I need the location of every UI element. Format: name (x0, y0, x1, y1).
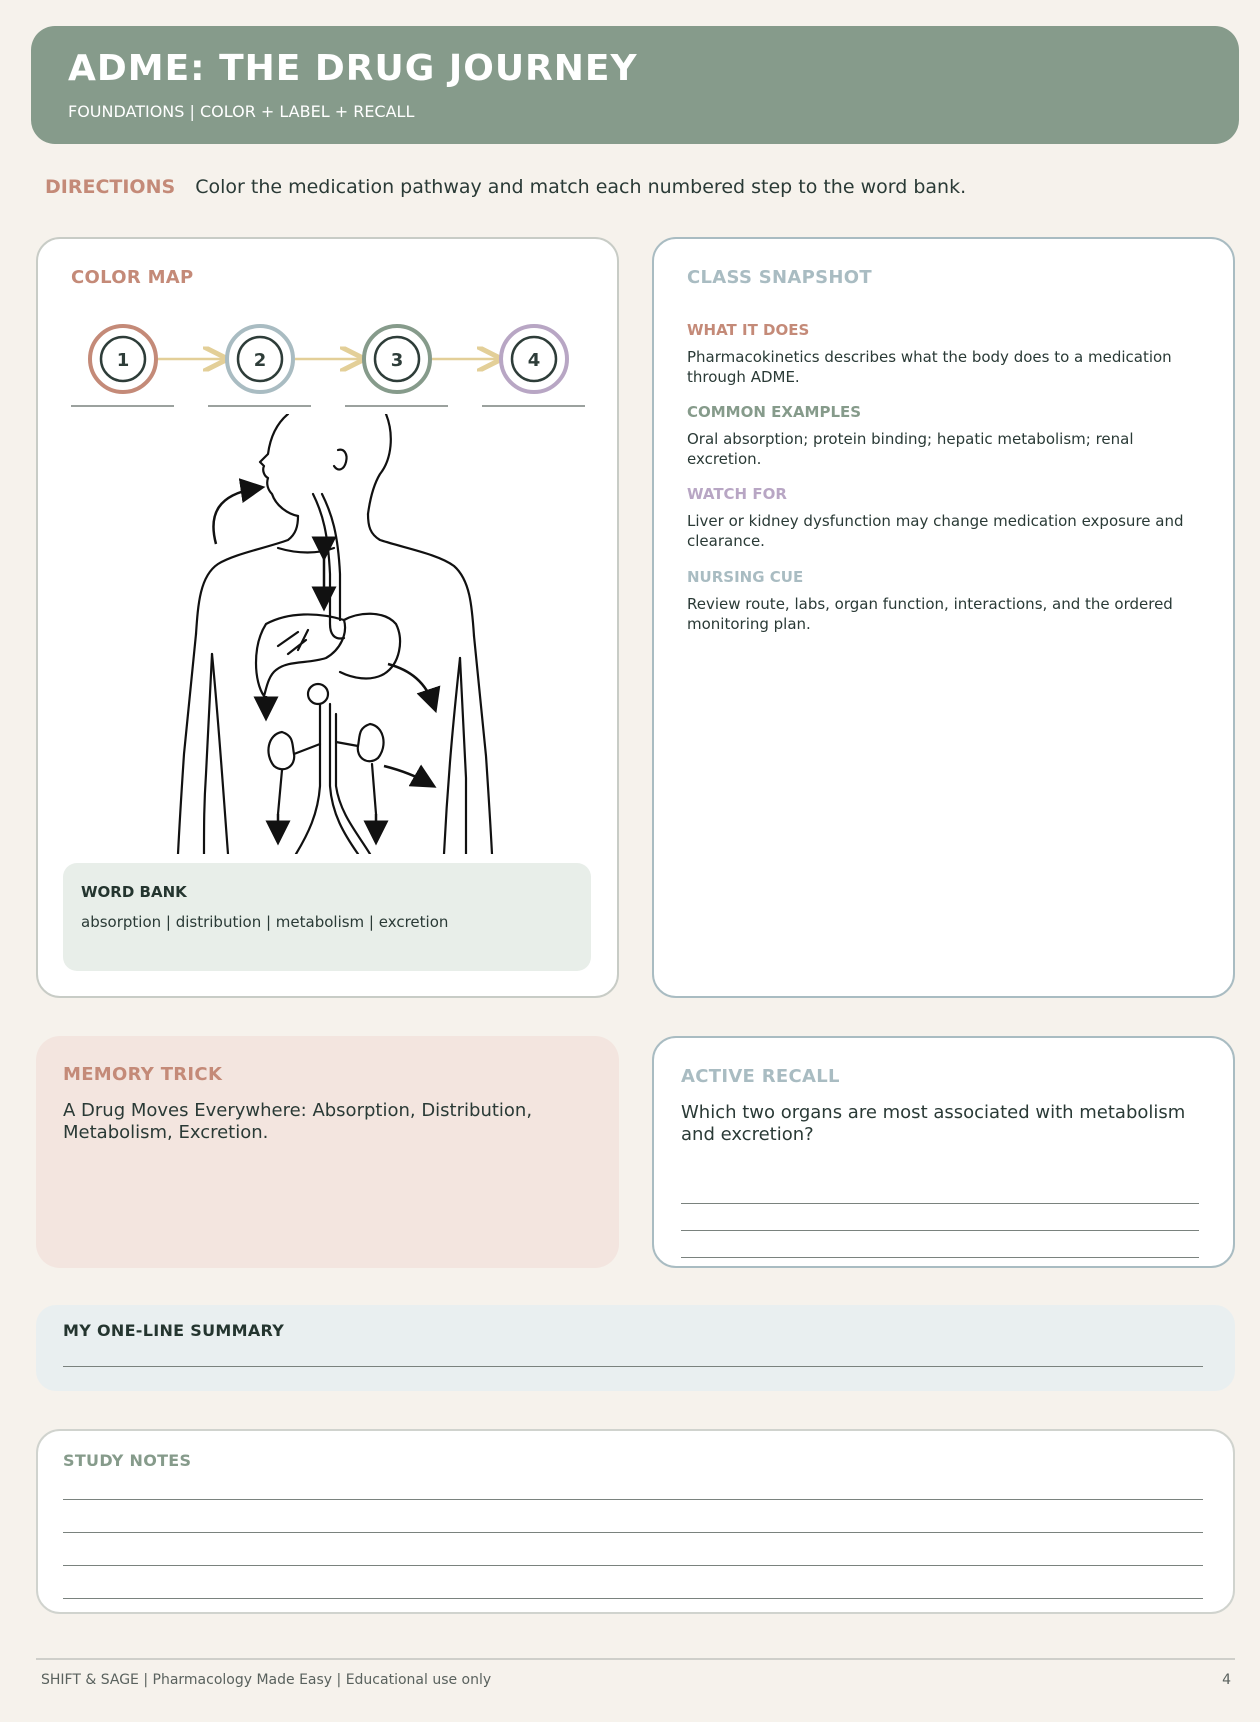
directions-text: Color the medication pathway and match each numbered step to the word bank. (195, 176, 967, 198)
active-recall-title: ACTIVE RECALL (681, 1066, 840, 1087)
page-title: ADME: THE DRUG JOURNEY (68, 48, 638, 89)
step-sequence (38, 239, 618, 419)
step-3-number: 3 (390, 350, 404, 371)
memory-trick-card (36, 1036, 619, 1268)
footer-divider (36, 1658, 1235, 1660)
nursing-cue-heading: NURSING CUE (687, 568, 804, 586)
notes-line[interactable] (63, 1598, 1203, 1599)
step-4-number: 4 (527, 350, 541, 371)
body-pathway-illustration (148, 414, 528, 854)
step-4-circle[interactable] (501, 326, 567, 392)
color-map-card (36, 237, 619, 998)
directions (45, 176, 966, 198)
study-notes-card (36, 1429, 1235, 1614)
notes-line[interactable] (63, 1565, 1203, 1566)
directions-label: DIRECTIONS (45, 176, 176, 198)
step-3-circle[interactable] (364, 326, 430, 392)
active-recall-question: Which two organs are most associated with metabolism and excretion? (681, 1102, 1186, 1145)
word-bank-terms: absorption | distribution | metabolism | excretion (81, 913, 449, 931)
page-subtitle: FOUNDATIONS | COLOR + LABEL + RECALL (68, 102, 415, 121)
nursing-cue-text: Review route, labs, organ function, interactions, and the ordered monitoring plan. (687, 595, 1173, 633)
summary-title: MY ONE-LINE SUMMARY (63, 1321, 285, 1340)
step-1-number: 1 (116, 350, 130, 371)
active-recall-card (652, 1036, 1235, 1268)
page-number: 4 (1222, 1672, 1231, 1688)
summary-line[interactable] (63, 1366, 1203, 1367)
class-snapshot-title: CLASS SNAPSHOT (687, 267, 872, 288)
notes-line[interactable] (63, 1532, 1203, 1533)
common-examples-text: Oral absorption; protein binding; hepatic metabolism; renal excretion. (687, 430, 1134, 468)
systemic-arrow (388, 664, 434, 706)
excretion-arrow (384, 766, 430, 784)
answer-line[interactable] (681, 1257, 1199, 1258)
watch-for-text: Liver or kidney dysfunction may change medication exposure and clearance. (687, 512, 1184, 550)
watch-for-heading: WATCH FOR (687, 485, 787, 503)
answer-line[interactable] (681, 1203, 1199, 1204)
memory-trick-title: MEMORY TRICK (63, 1064, 223, 1085)
step-2-number: 2 (253, 350, 267, 371)
study-notes-title: STUDY NOTES (63, 1451, 192, 1470)
class-snapshot-card (652, 237, 1235, 998)
what-it-does-text: Pharmacokinetics describes what the body does to a medication through ADME. (687, 348, 1172, 386)
step-1-circle[interactable] (90, 326, 156, 392)
notes-line[interactable] (63, 1499, 1203, 1500)
page-header (31, 26, 1239, 144)
common-examples-heading: COMMON EXAMPLES (687, 403, 862, 421)
answer-line[interactable] (681, 1230, 1199, 1231)
one-line-summary (36, 1305, 1235, 1391)
color-map-title: COLOR MAP (71, 267, 194, 288)
memory-trick-text: A Drug Moves Everywhere: Absorption, Distribution, Metabolism, Excretion. (63, 1100, 533, 1143)
footer-credit: SHIFT & SAGE | Pharmacology Made Easy | Educational use only (41, 1672, 492, 1688)
word-bank-title: WORD BANK (81, 883, 187, 901)
what-it-does-heading: WHAT IT DOES (687, 321, 810, 339)
absorption-arrow (213, 488, 258, 544)
word-bank (63, 863, 591, 971)
step-2-circle[interactable] (227, 326, 293, 392)
